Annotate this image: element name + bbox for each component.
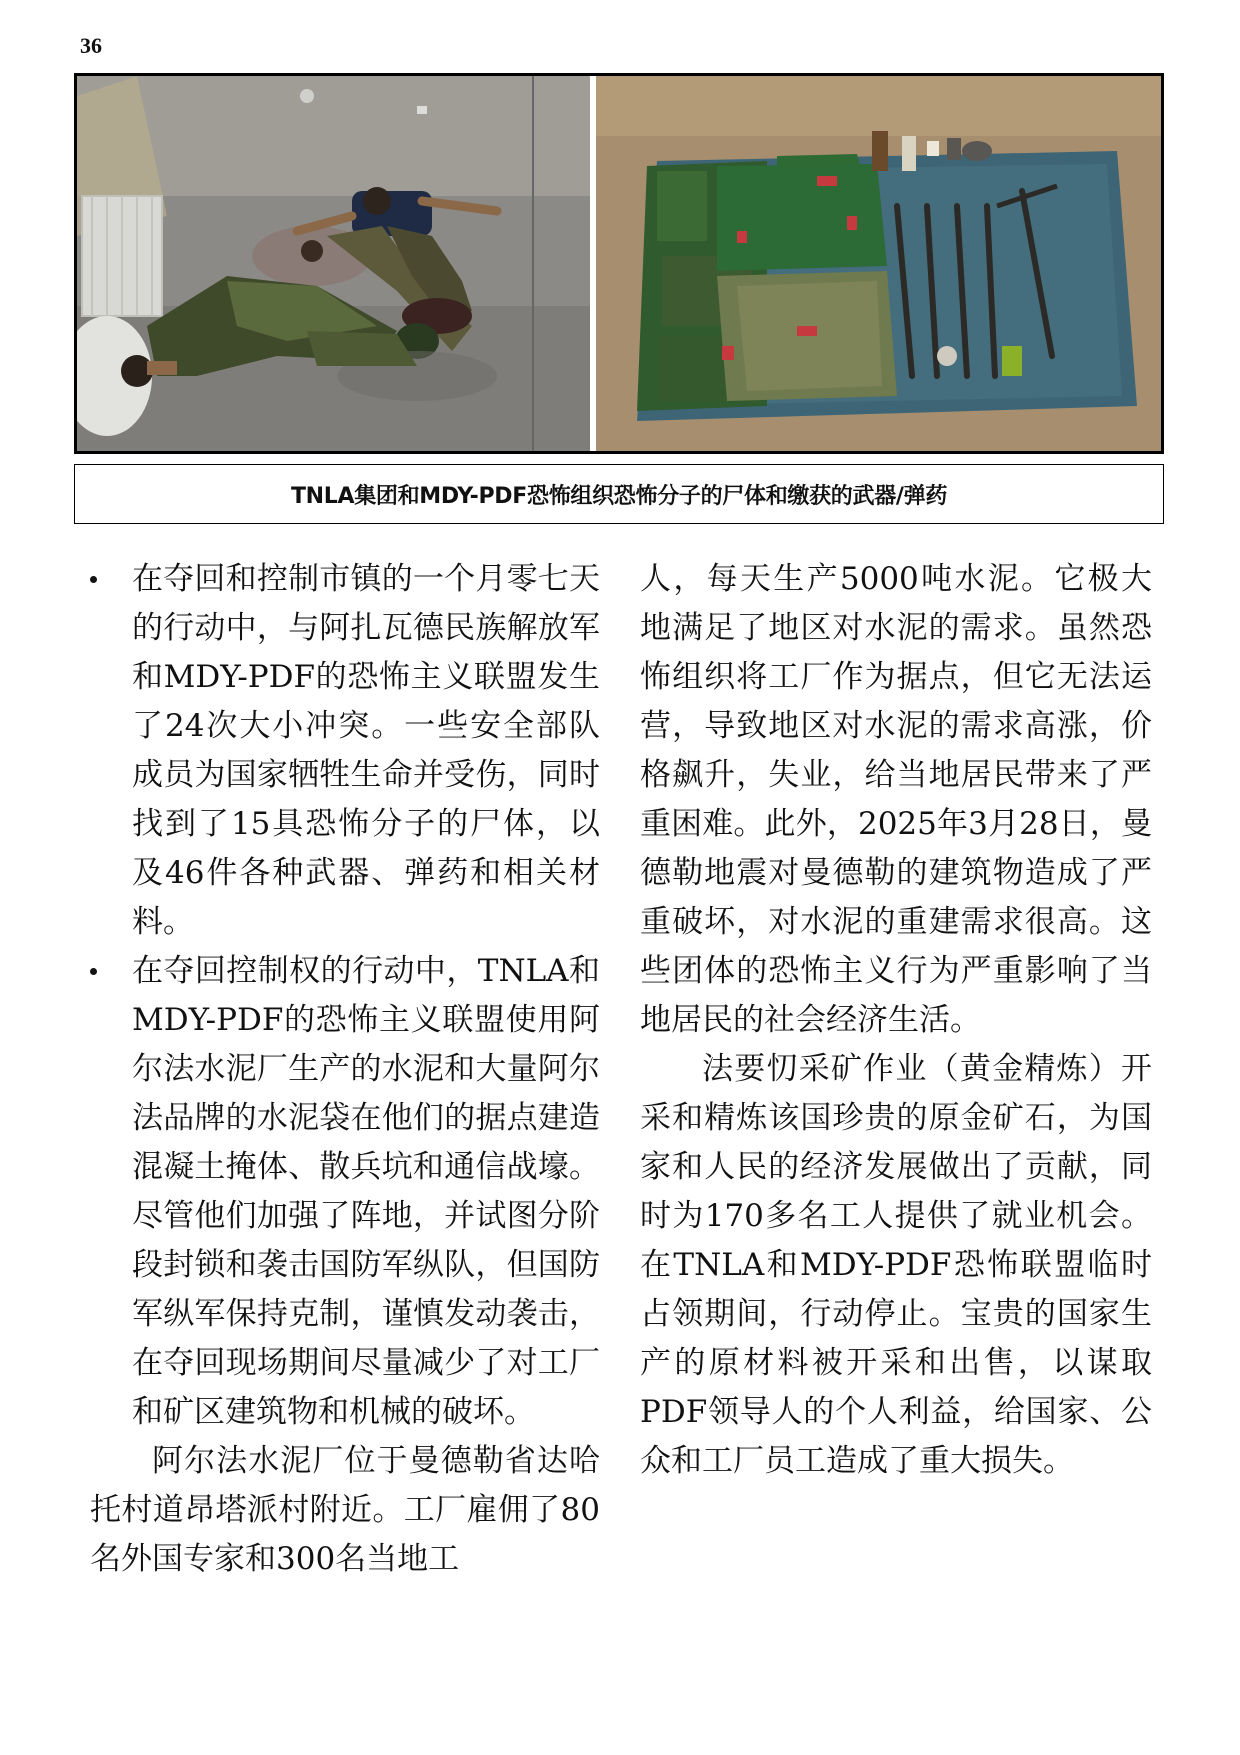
bullet-text: 在夺回和控制市镇的一个月零七天的行动中，与阿扎瓦德民族解放军和MDY-PDF的恐怖主义联盟发生了24次大小冲突。一些安全部队成员为国家牺牲生命并受伤，同时找到了15具恐怖分子的尸体，以及46件各种武器、弹药和相关材料。 bbox=[132, 561, 600, 940]
bullet-item bbox=[90, 947, 600, 1437]
paragraph-gold-mining: 法要忉采矿作业（黄金精炼）开采和精炼该国珍贵的原金矿石，为国家和人民的经济发展做出了贡献，同时为170多名工人提供了就业机会。在TNLA和MDY-PDF恐怖联盟临时占领期间，行动停止。宝贵的国家生产的原材料被开采和出售，以谋取PDF领导人的个人利益，给国家、公众和工厂员工造成了重大损失。 bbox=[640, 1051, 1152, 1479]
bullet-item bbox=[90, 555, 600, 947]
paragraph-cement-factory-end: 人，每天生产5000吨水泥。它极大地满足了地区对水泥的需求。虽然恐怖组织将工厂作为据点，但它无法运营，导致地区对水泥的需求高涨，价格飙升，失业，给当地居民带来了严重困难。此外，2025年3月28日，曼德勒地震对曼德勒的建筑物造成了严重破坏，对水泥的重建需求很高。这些团体的恐怖主义行为严重影响了当地居民的社会经济生活。 bbox=[640, 561, 1152, 1038]
casualties-photo bbox=[77, 76, 590, 451]
paragraph-cement-factory-start: 阿尔法水泥厂位于曼德勒省达哈托村道昂塔派村附近。工厂雇佣了80名外国专家和300名当地工 bbox=[90, 1443, 600, 1577]
seized-weapons-photo bbox=[596, 76, 1161, 451]
figure-caption-box bbox=[74, 464, 1164, 524]
bullet-icon bbox=[90, 576, 97, 583]
right-column bbox=[640, 555, 1152, 1486]
left-column bbox=[90, 555, 600, 1584]
page-number: 36 bbox=[80, 33, 102, 58]
bullet-icon bbox=[90, 968, 97, 975]
photo-frame bbox=[74, 73, 1164, 454]
figure-caption: TNLA集团和MDY-PDF恐怖组织恐怖分子的尸体和缴获的武器/弹药 bbox=[290, 483, 948, 509]
bullet-text: 在夺回控制权的行动中，TNLA和MDY-PDF的恐怖主义联盟使用阿尔法水泥厂生产的水泥和大量阿尔法品牌的水泥袋在他们的据点建造混凝土掩体、散兵坑和通信战壕。尽管他们加强了阵地，并试图分阶段封锁和袭击国防军纵队，但国防军纵军保持克制，谨慎发动袭击，在夺回现场期间尽量减少了对工厂和矿区建筑物和机械的破坏。 bbox=[132, 953, 600, 1430]
